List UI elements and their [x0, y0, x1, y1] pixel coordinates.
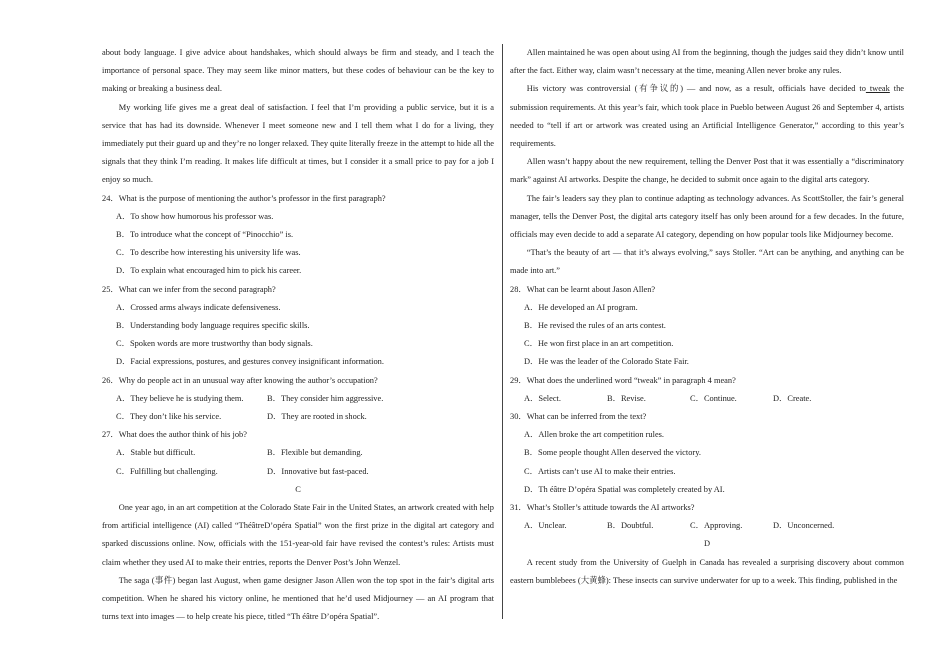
paragraph: Allen maintained he was open about using AI from the beginning, though the judges said they didn’t know until after the fact. Either way, claim wasn’t necessary at the time, meaning Allen never broke any rules.	[510, 48, 904, 76]
left-column	[102, 44, 494, 627]
option: A．He developed an AI program.	[524, 302, 638, 312]
section-heading-c: C	[295, 484, 301, 494]
option: D．Th éâtre D’opéra Spatial was completely created by AI.	[524, 484, 725, 494]
option: A．Stable but difficult.	[116, 448, 196, 458]
option: C．Spoken words are more trustworthy than body signals.	[116, 339, 313, 349]
option: A．They believe he is studying them.	[116, 393, 244, 403]
option-row	[102, 390, 494, 408]
option: B．To introduce what the concept of “Pinocchio” is.	[116, 230, 294, 240]
option: B．Flexible but demanding.	[267, 448, 363, 458]
paragraph: about body language. I give advice about handshakes, which should always be firm and steady, and I teach the importance of personal space. They may seem like minor matters, but these codes of behaviour can be the key to making or breaking a business deal.	[102, 48, 494, 94]
option: B．He revised the rules of an arts contest.	[524, 321, 666, 331]
option: C．Artists can’t use AI to make their entries.	[524, 466, 676, 476]
paragraph: A recent study from the University of Guelph in Canada has revealed a surprising discovery about common eastern bumblebees (大黄蜂): These insects can survive underwater for up to a week. This finding, published in the	[510, 557, 904, 585]
option-row	[510, 390, 904, 408]
option: D．They are rooted in shock.	[267, 412, 367, 422]
option: A．To show how humorous his professor was.	[116, 211, 274, 221]
text-span: the submission requirements. At this year’s fair, which took place in Pueblo between August 26 and September 4, artists needed to “tell if art or artwork was created using an Artificial Intelligence Generator,” according to this year’s requirements.	[510, 84, 905, 149]
question-29: 29．What does the underlined word “tweak” in paragraph 4 mean?	[510, 375, 736, 385]
option: D．Unconcerned.	[773, 521, 835, 531]
question-30: 30．What can be inferred from the text?	[510, 412, 647, 422]
underlined-word: tweak	[865, 84, 890, 94]
option: D．To explain what encouraged him to pick his career.	[116, 266, 302, 276]
question-24: 24．What is the purpose of mentioning the author’s professor in the first paragraph?	[102, 193, 386, 203]
paragraph	[510, 80, 904, 153]
option: C．Continue.	[690, 393, 737, 403]
option-row	[510, 517, 904, 535]
paragraph: The saga (事件) began last August, when game designer Jason Allen won the top spot in the fair’s digital arts competition. When he shared his victory online, he mentioned that he’d used Midjourney — an AI program that turns text into images — to help create his piece, titled “Th éâtre D’opéra Spatial”.	[102, 575, 494, 622]
option: C．He won first place in an art competition.	[524, 339, 674, 349]
option: C．Fulfilling but challenging.	[116, 466, 218, 476]
option: A．Unclear.	[524, 521, 567, 531]
option: C．Approving.	[690, 521, 743, 531]
question-26: 26．Why do people act in an unusual way after knowing the author’s occupation?	[102, 375, 378, 385]
option-row	[102, 463, 494, 481]
question-28: 28．What can be learnt about Jason Allen?	[510, 284, 656, 294]
paragraph: Allen wasn’t happy about the new requirement, telling the Denver Post that it was essentially a “discriminatory mark” against AI artworks. Despite the change, he decided to submit once again to the digital arts category.	[510, 157, 904, 185]
right-column	[510, 44, 904, 590]
option: A．Crossed arms always indicate defensiveness.	[116, 302, 281, 312]
question-25: 25．What can we infer from the second paragraph?	[102, 284, 276, 294]
option-row	[102, 444, 494, 462]
option: B．Some people thought Allen deserved the victory.	[524, 448, 701, 458]
paragraph: The fair’s leaders say they plan to continue adapting as technology advances. As ScottStoller, the fair’s general manager, tells the Denver Post, the digital arts category itself has only been around for a few decades. In the future, officials may even decide to add a separate AI category, depending on how popular tools like Midjourney become.	[510, 193, 904, 240]
option: C．They don’t like his service.	[116, 412, 222, 422]
text-span: His victory was controversial (有争议的) — and now, as a result, officials have decided to	[526, 84, 866, 94]
paragraph: One year ago, in an art competition at the Colorado State Fair in the United States, an artwork created with help from artificial intelligence (AI) called “ThéâtreD’opéra Spatial” won the first prize in the digital art category and sparked discussions online. Now, officials with the 151-year-old fair have revised the contest’s rules: Artists must claim whether they used AI to make their entries, reports the Denver Post’s John Wenzel.	[102, 503, 494, 567]
column-divider	[502, 44, 503, 619]
option: D．Create.	[773, 393, 812, 403]
option: B．Revise.	[607, 393, 646, 403]
question-31: 31．What’s Stoller’s attitude towards the AI artworks?	[510, 503, 695, 513]
section-heading-d: D	[703, 539, 711, 549]
paragraph: “That’s the beauty of art — that it’s always evolving,” says Stoller. “Art can be anything, and anything can be made into art.”	[510, 248, 904, 276]
option: D．Facial expressions, postures, and gestures convey insignificant information.	[116, 357, 384, 367]
option: B．Understanding body language requires specific skills.	[116, 321, 310, 331]
option: B．Doubtful.	[607, 521, 654, 531]
option: B．They consider him aggressive.	[267, 393, 384, 403]
option: D．Innovative but fast-paced.	[267, 466, 369, 476]
option: D．He was the leader of the Colorado State Fair.	[524, 357, 689, 367]
question-27: 27．What does the author think of his job?	[102, 430, 247, 440]
option: A．Select.	[524, 393, 561, 403]
option: A．Allen broke the art competition rules.	[524, 430, 665, 440]
option-row	[102, 408, 494, 426]
option: C．To describe how interesting his university life was.	[116, 248, 301, 258]
paragraph: My working life gives me a great deal of satisfaction. I feel that I’m providing a public service, but it is a service that has had its downside. Whenever I meet someone new and I tell them what I do for a living, they immediately put their guard up and they’re no longer relaxed. They quite literally freeze in the attempt to hide all the signals that they think I’m reading. It makes life difficult at times, but I consider it a small price to pay for a job I enjoy so much.	[102, 102, 494, 185]
